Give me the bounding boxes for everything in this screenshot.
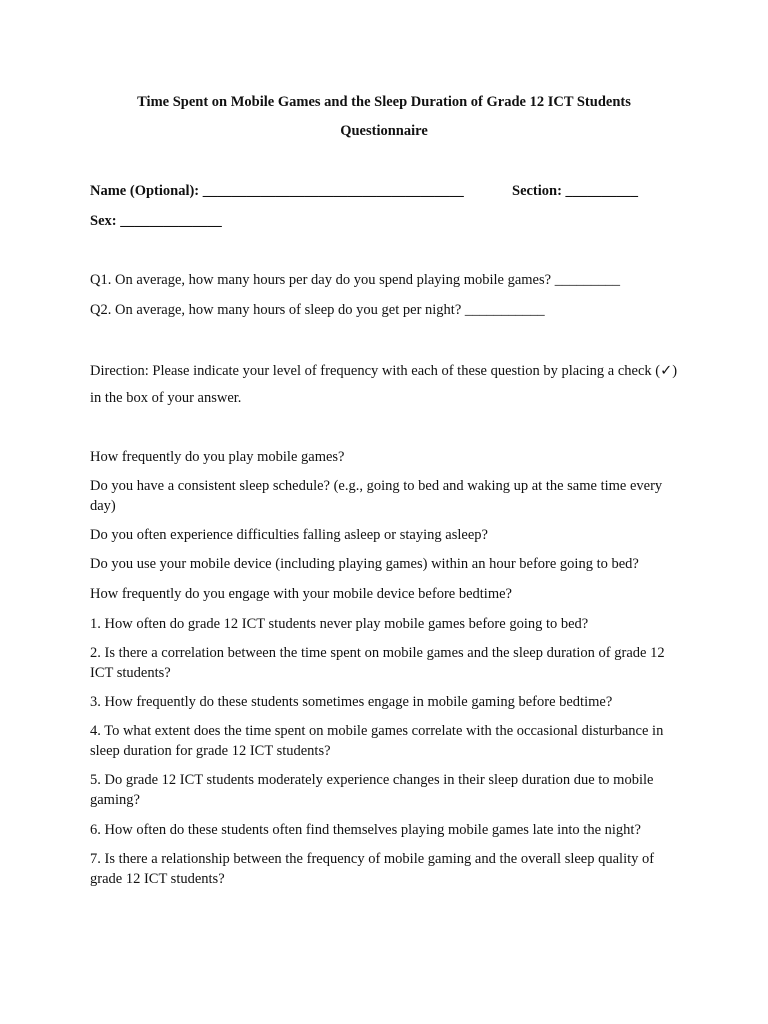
section-field: Section: __________ bbox=[512, 183, 639, 199]
direction-text: Direction: Please indicate your level of frequency with each of these question by placing a check (✓) in the box of your answer. bbox=[90, 363, 678, 406]
document-title: Time Spent on Mobile Games and the Sleep Duration of Grade 12 ICT Students bbox=[137, 94, 631, 110]
question-q1: Q1. On average, how many hours per day do you spend playing mobile games? _________ bbox=[90, 272, 620, 288]
name-field: Name (Optional): ____________________________________ bbox=[90, 183, 464, 199]
list-item: 4. To what extent does the time spent on mobile games correlate with the occasional disturbance in sleep duration for grade 12 ICT students? bbox=[90, 723, 664, 759]
sex-field: Sex: ______________ bbox=[90, 213, 222, 229]
list-item: 1. How often do grade 12 ICT students never play mobile games before going to bed? bbox=[90, 616, 589, 632]
list-item: 7. Is there a relationship between the frequency of mobile gaming and the overall sleep quality of grade 12 ICT students? bbox=[90, 851, 655, 887]
list-item: 2. Is there a correlation between the time spent on mobile games and the sleep duration of grade 12 ICT students? bbox=[90, 645, 665, 681]
list-item: How frequently do you engage with your mobile device before bedtime? bbox=[90, 586, 512, 602]
question-q2: Q2. On average, how many hours of sleep do you get per night? ___________ bbox=[90, 302, 545, 318]
list-item: 5. Do grade 12 ICT students moderately experience changes in their sleep duration due to mobile gaming? bbox=[90, 772, 654, 808]
list-item: Do you have a consistent sleep schedule? (e.g., going to bed and waking up at the same time every day) bbox=[90, 478, 663, 514]
list-item: 6. How often do these students often find themselves playing mobile games late into the night? bbox=[90, 822, 641, 838]
list-item: Do you often experience difficulties falling asleep or staying asleep? bbox=[90, 527, 488, 543]
list-item: How frequently do you play mobile games? bbox=[90, 449, 345, 465]
list-item: Do you use your mobile device (including playing games) within an hour before going to bed? bbox=[90, 556, 639, 572]
document-subtitle: Questionnaire bbox=[340, 123, 428, 139]
list-item: 3. How frequently do these students sometimes engage in mobile gaming before bedtime? bbox=[90, 694, 613, 710]
